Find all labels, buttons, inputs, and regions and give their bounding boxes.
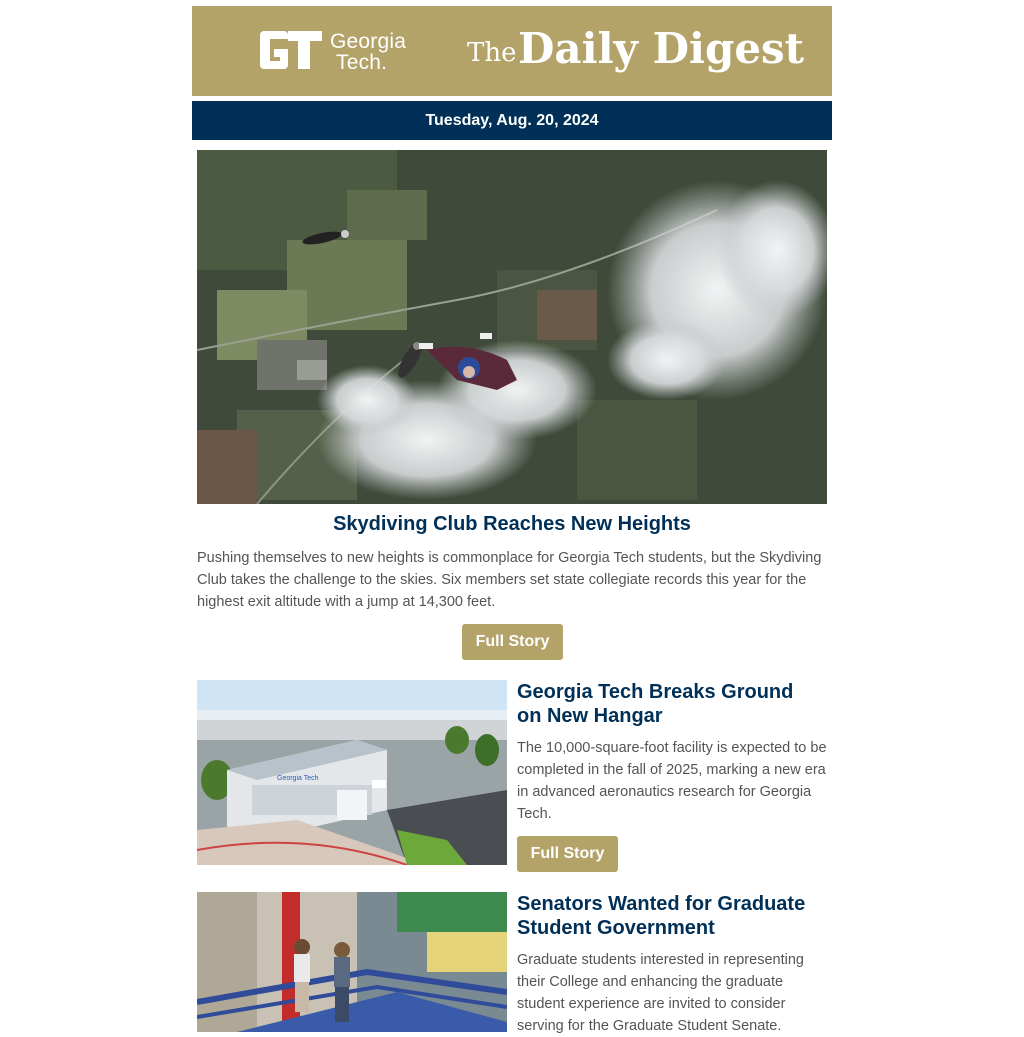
article-1-title[interactable]: Georgia Tech Breaks Ground on New Hangar: [517, 681, 794, 727]
article-1-full-story-button[interactable]: Full Story: [517, 836, 618, 872]
article-1-summary: The 10,000-square-foot facility is expected to be completed in the fall of 2025, marking a new era in advanced aeronautics research for Georgia Tech.: [517, 740, 827, 822]
article-1-image[interactable]: [197, 680, 507, 865]
date-bar: Tuesday, Aug. 20, 2024: [192, 101, 832, 140]
students-on-staircase: [197, 892, 507, 1032]
logo-line-2: Tech.: [336, 51, 388, 74]
featured-image[interactable]: [197, 150, 827, 504]
article-2-image[interactable]: [197, 892, 507, 1032]
article-2-summary: Graduate students interested in representing their College and enhancing the graduate student experience are invited to consider serving for the Graduate Student Senate.: [517, 952, 804, 1034]
gt-monogram-icon: [258, 27, 324, 73]
skydivers-photo: [197, 150, 827, 504]
featured-title[interactable]: Skydiving Club Reaches New Heights: [333, 513, 691, 535]
featured-summary: Pushing themselves to new heights is commonplace for Georgia Tech students, but the Skydiving Club takes the challenge to the skies. Six members set state collegiate records this year for the highest exit altitude with a jump at 14,300 feet.: [197, 550, 822, 610]
title-prefix: The: [467, 38, 517, 68]
student-1: [294, 939, 310, 1012]
hangar-rendering: [197, 680, 507, 865]
logo-line-1: Georgia: [330, 30, 407, 53]
featured-full-story-button[interactable]: Full Story: [462, 624, 563, 660]
article-2-title[interactable]: Senators Wanted for Graduate Student Government: [517, 893, 806, 939]
student-2: [334, 942, 350, 1022]
logo-wordmark: [330, 31, 406, 73]
hangar-sign-text: Georgia Tech: [277, 775, 319, 782]
newsletter-title: Daily Digest: [518, 24, 805, 73]
